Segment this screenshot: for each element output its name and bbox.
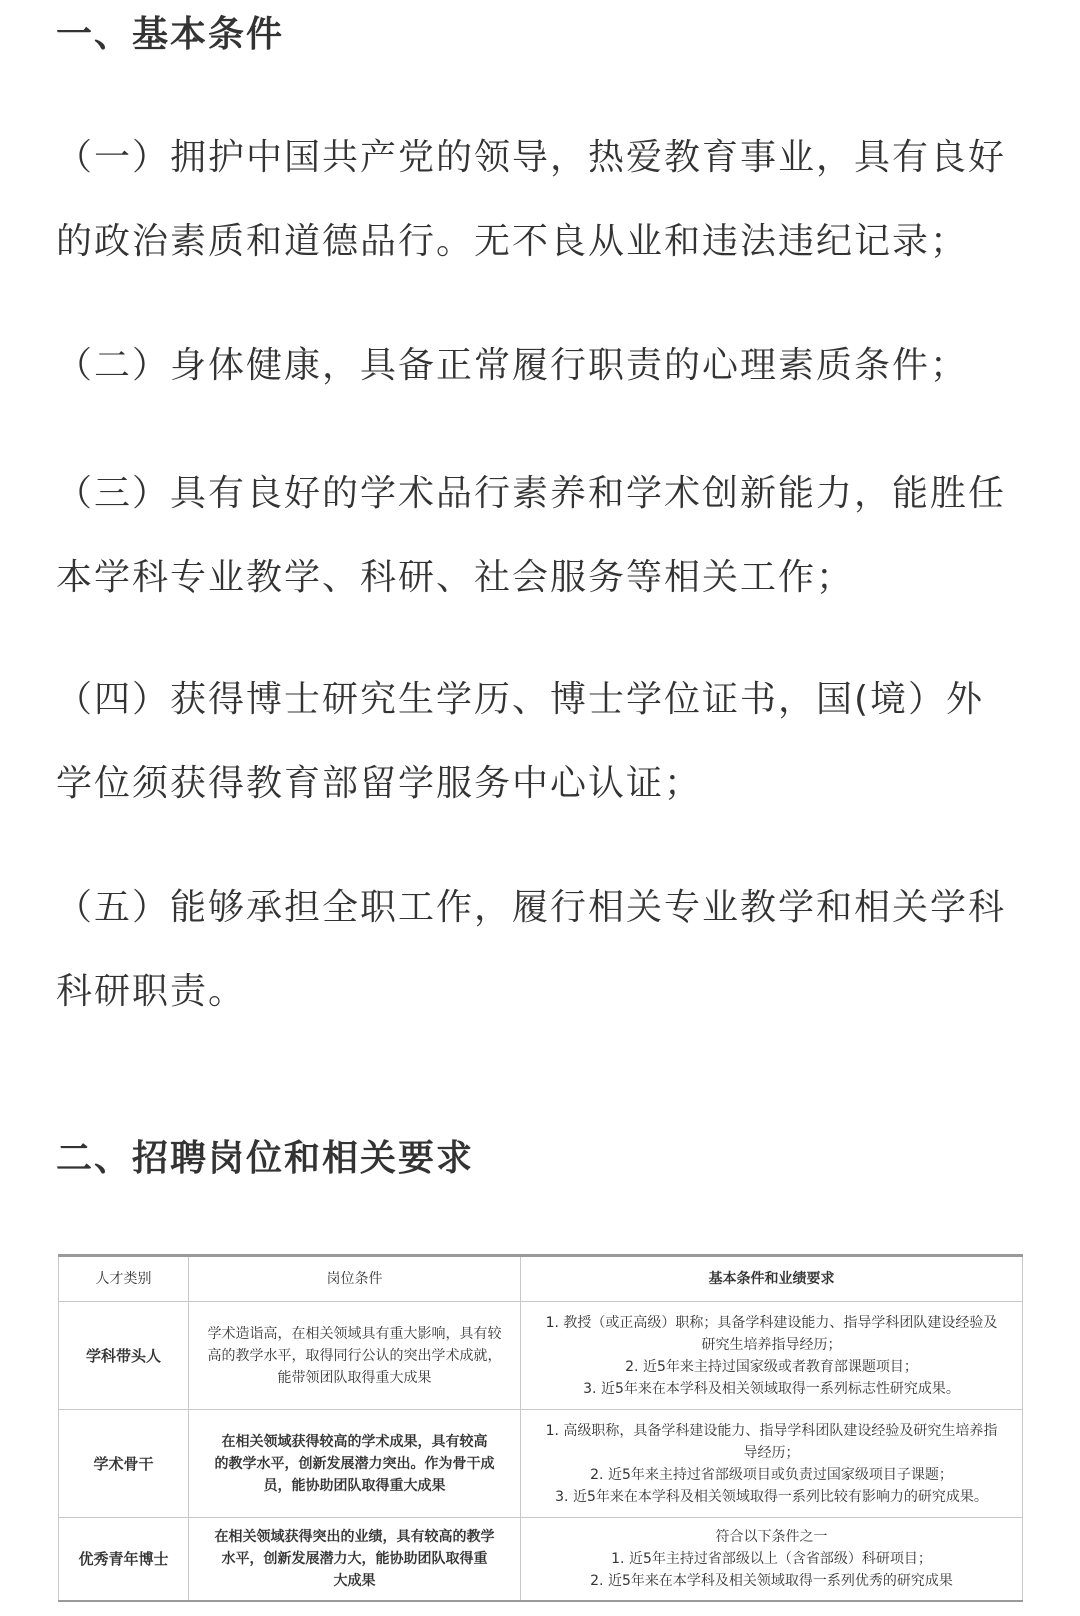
row-category: 学术骨干: [59, 1410, 189, 1518]
requirement-line: 导经历；: [743, 1444, 800, 1461]
condition-item-1-line-1: （一）拥护中国共产党的领导，热爱教育事业，具有良好: [56, 137, 1007, 178]
row-requirements: [521, 1410, 1023, 1518]
table-row: [59, 1410, 1023, 1518]
row-position-conditions: [189, 1302, 521, 1410]
requirement-line: 1. 教授（或正高级）职称；具备学科建设能力、指导学科团队建设经验及: [545, 1314, 998, 1331]
requirement-line: 2. 近5年来主持过国家级或者教育部课题项目；: [625, 1358, 918, 1375]
position-line: 的教学水平，创新发展潜力突出。作为骨干成: [214, 1455, 495, 1472]
row-requirements: [521, 1518, 1023, 1601]
requirement-line: 3. 近5年来在本学科及相关领域取得一系列比较有影响力的研究成果。: [555, 1488, 988, 1505]
row-position-conditions: [189, 1518, 521, 1601]
table-row: [59, 1518, 1023, 1601]
requirement-line: 2. 近5年来主持过省部级项目或负责过国家级项目子课题；: [590, 1466, 953, 1483]
requirement-line: 1. 高级职称，具备学科建设能力、指导学科团队建设经验及研究生培养指: [545, 1422, 998, 1439]
condition-item-4-line-1: （四）获得博士研究生学历、博士学位证书，国(境）外: [56, 679, 985, 720]
positions-table-image: [58, 1254, 1022, 1602]
row-position-conditions: [189, 1410, 521, 1518]
condition-item-1-line-2: 的政治素质和道德品行。无不良从业和违法违纪记录；: [56, 221, 969, 262]
header-basic-requirements: 基本条件和业绩要求: [521, 1256, 1023, 1302]
row-category: 优秀青年博士: [59, 1518, 189, 1601]
condition-item-4: [56, 658, 1046, 826]
requirement-line: 3. 近5年来在本学科及相关领域取得一系列标志性研究成果。: [583, 1380, 960, 1397]
condition-item-3-line-2: 本学科专业教学、科研、社会服务等相关工作；: [56, 557, 855, 598]
positions-table: [58, 1254, 1023, 1602]
position-line: 大成果: [333, 1573, 376, 1590]
header-talent-category: 人才类别: [59, 1256, 189, 1302]
row-category: 学科带头人: [59, 1302, 189, 1410]
position-line: 在相关领域获得较高的学术成果，具有较高: [221, 1433, 488, 1450]
position-line: 高的教学水平，取得同行公认的突出学术成就，: [207, 1347, 502, 1364]
requirement-line: 符合以下条件之一: [715, 1529, 828, 1546]
condition-item-4-line-2: 学位须获得教育部留学服务中心认证；: [56, 763, 703, 804]
position-line: 在相关领域获得突出的业绩，具有较高的教学: [214, 1529, 495, 1546]
requirement-line: 1. 近5年主持过省部级以上（含省部级）科研项目；: [611, 1551, 932, 1568]
requirement-line: 研究生培养指导经历；: [701, 1336, 842, 1353]
header-position-conditions: 岗位条件: [189, 1256, 521, 1302]
condition-item-2: [56, 324, 1046, 408]
row-requirements: [521, 1302, 1023, 1410]
position-line: 水平，创新发展潜力大，能协助团队取得重: [221, 1551, 488, 1568]
condition-item-5-line-1: （五）能够承担全职工作，履行相关专业教学和相关学科: [56, 887, 1007, 928]
requirement-line: 2. 近5年来在本学科及相关领域取得一系列优秀的研究成果: [590, 1573, 953, 1590]
condition-item-3-line-1: （三）具有良好的学术品行素养和学术创新能力，能胜任: [56, 473, 1007, 514]
table-row: [59, 1302, 1023, 1410]
position-line: 学术造诣高，在相关领域具有重大影响，具有较: [207, 1325, 502, 1342]
table-header-row: [59, 1256, 1023, 1302]
section-heading-basic-conditions: 一、基本条件: [56, 14, 285, 55]
condition-item-2-line-1: （二）身体健康，具备正常履行职责的心理素质条件；: [56, 345, 969, 386]
section-heading-positions: 二、招聘岗位和相关要求: [56, 1138, 475, 1179]
condition-item-1: [56, 116, 1046, 284]
condition-item-3: [56, 452, 1046, 620]
condition-item-5: [56, 866, 1046, 1034]
condition-item-5-line-2: 科研职责。: [56, 971, 247, 1012]
position-line: 员，能协助团队取得重大成果: [263, 1477, 446, 1494]
position-line: 能带领团队取得重大成果: [277, 1369, 432, 1386]
